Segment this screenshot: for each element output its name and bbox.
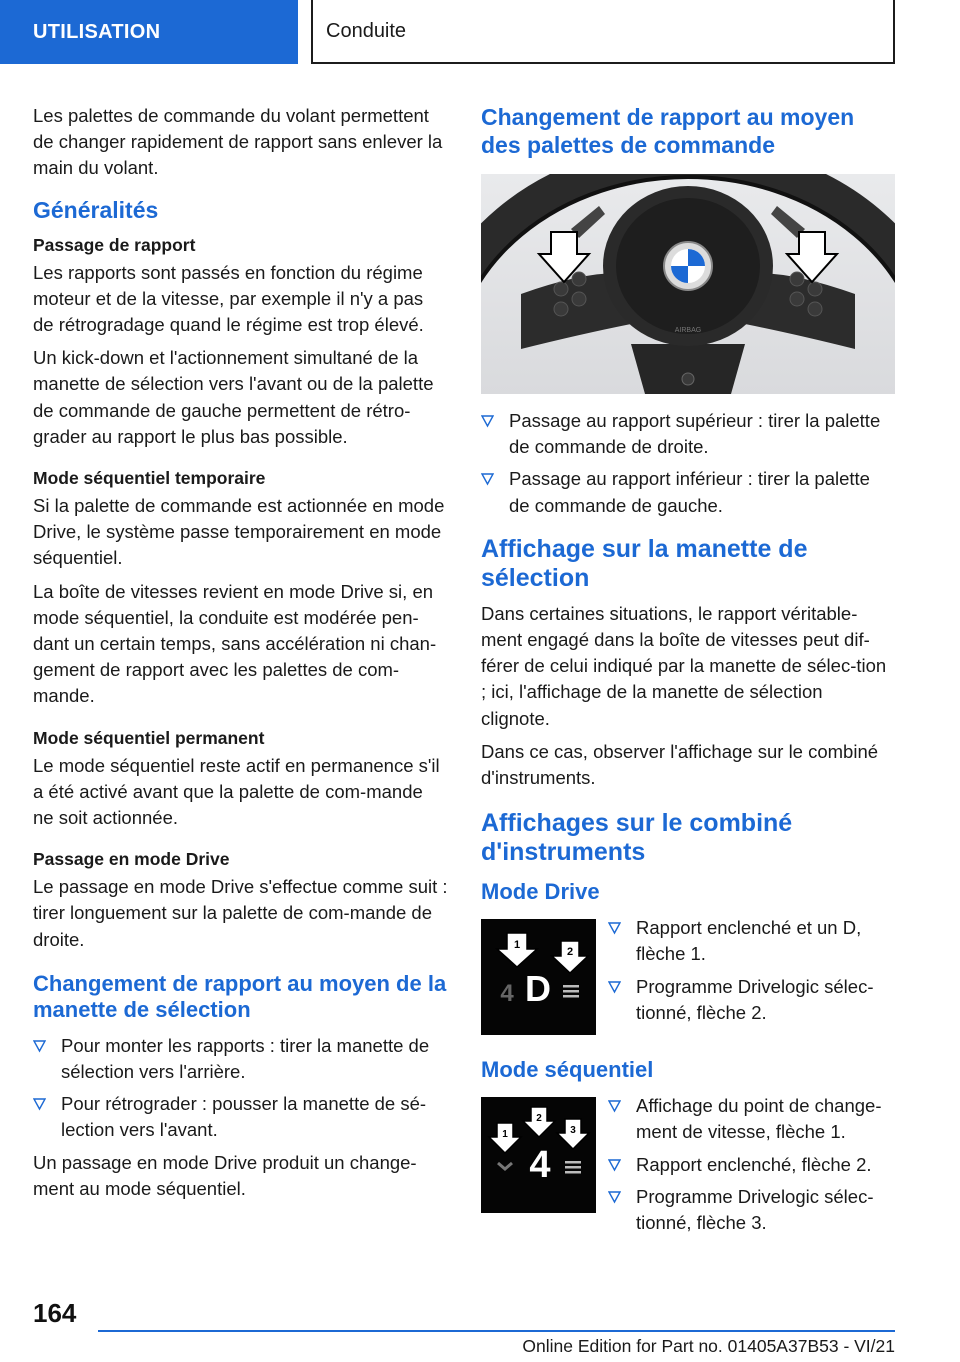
list-item: Pour rétrograder : pousser la manette de sé-lection vers l'avant. (33, 1091, 448, 1143)
footer-edition: Online Edition for Part no. 01405A37B53 - VI/21 (522, 1336, 895, 1356)
heading-selector-lever: Changement de rapport au moyen de la manette de sélection (33, 970, 447, 1022)
triangle-bullet-icon (481, 415, 494, 428)
triangle-bullet-icon (33, 1098, 46, 1111)
heading-selector-display: Affichage sur la manette de sélection (481, 534, 808, 592)
svg-text:1: 1 (502, 1129, 508, 1141)
sequential-mode-list (608, 1093, 895, 1242)
svg-text:2: 2 (566, 946, 574, 959)
intro-paragraph: Les palettes de commande du volant permettent de changer rapidement de rapport sans enlever la main du volant. (33, 105, 443, 179)
heading-paddles: Changement de rapport au moyen des palettes de commande (481, 104, 855, 158)
list-item: Affichage du point de change-ment de vitesse, flèche 1. (608, 1093, 895, 1145)
subheading-temporary-sequential: Mode séquentiel temporaire (33, 468, 266, 489)
paragraph: Un passage en mode Drive produit un change-ment au mode séquentiel. (33, 1151, 417, 1199)
bullet-list (481, 408, 895, 519)
svg-text:3: 3 (570, 1125, 576, 1137)
heading-general: Généralités (33, 196, 159, 223)
svg-text:1: 1 (513, 939, 521, 952)
triangle-bullet-icon (608, 922, 621, 935)
drive-mode-display-image (481, 919, 596, 1035)
heading-sequential-mode: Mode séquentiel (481, 1057, 654, 1083)
paragraph: La boîte de vitesses revient en mode Drive si, en mode séquentiel, la conduite est modérée pen-dant un certain temps, sans accélération ni chan-gement de rapport avec les palettes de com-mande. (33, 580, 437, 707)
paragraph: Le mode séquentiel reste actif en permanence s'il a été activé avant que la palette de com-mande ne soit actionnée. (33, 754, 440, 829)
sequential-mode-row (481, 1095, 895, 1234)
left-column (33, 103, 448, 1209)
paragraph: Si la palette de commande est actionnée en mode Drive, le système passe temporairement en mode séquentiel. (33, 495, 445, 569)
airbag-label: AIRBAG (674, 327, 702, 334)
drive-mode-list (608, 915, 895, 1032)
heading-drive-mode: Mode Drive (481, 879, 600, 905)
paragraph: Dans certaines situations, le rapport véritable-ment engagé dans la boîte de vitesses peut dif-férer de celui indiqué par la manette de sélec-tion ; ici, l'affichage de la manette de sélection clignote. (481, 602, 887, 729)
chapter-header (311, 0, 895, 64)
paragraph: Les rapports sont passés en fonction du régime moteur et de la vitesse, par exemple il n'y a pas de rétrogradage quand le régime est trop élevé. (33, 261, 424, 336)
list-item: Programme Drivelogic sélec-tionné, flèche 2. (608, 974, 895, 1026)
triangle-bullet-icon (608, 981, 621, 994)
svg-text:2: 2 (536, 1113, 542, 1125)
paragraph: Le passage en mode Drive s'effectue comme suit : tirer longuement sur la palette de com-mande de droite. (33, 876, 448, 950)
steering-wheel-image (481, 174, 895, 394)
list-item: Rapport enclenché et un D, flèche 1. (608, 915, 895, 967)
list-item: Programme Drivelogic sélec-tionné, flèche 3. (608, 1184, 895, 1236)
drive-mode-illustration (481, 919, 596, 1035)
subheading-drive-mode: Passage en mode Drive (33, 849, 230, 870)
paragraph: Un kick-down et l'actionnement simultané de la manette de sélection vers l'avant ou de la palette de commande de gauche permettent de rétro-grader au rapport le plus bas possible. (33, 347, 434, 447)
list-item: Rapport enclenché, flèche 2. (608, 1152, 895, 1178)
svg-text:4: 4 (500, 980, 514, 1008)
right-column (481, 103, 895, 1234)
triangle-bullet-icon (33, 1040, 46, 1053)
section-tab[interactable]: UTILISATION (0, 0, 298, 64)
triangle-bullet-icon (481, 473, 494, 486)
steering-wheel-illustration (481, 174, 895, 394)
footer-divider (98, 1330, 895, 1332)
svg-text:D: D (525, 968, 551, 1010)
heading-instrument-cluster: Affichages sur le combiné d'instruments (481, 809, 793, 867)
subheading-gear-change: Passage de rapport (33, 234, 196, 255)
page-number: 164 (33, 1298, 77, 1328)
list-item: Pour monter les rapports : tirer la manette de sélection vers l'arrière. (33, 1033, 448, 1085)
subheading-permanent-sequential: Mode séquentiel permanent (33, 727, 265, 748)
paragraph: Dans ce cas, observer l'affichage sur le combiné d'instruments. (481, 740, 879, 789)
chapter-title: Conduite (326, 20, 407, 42)
drive-mode-row (481, 919, 895, 1035)
triangle-bullet-icon (608, 1100, 621, 1113)
list-item: Passage au rapport inférieur : tirer la palette de commande de gauche. (481, 466, 895, 518)
bullet-list (33, 1033, 448, 1144)
sequential-mode-display-image (481, 1097, 596, 1213)
list-item: Passage au rapport supérieur : tirer la palette de commande de droite. (481, 408, 895, 460)
svg-text:4: 4 (529, 1144, 551, 1187)
triangle-bullet-icon (608, 1191, 621, 1204)
triangle-bullet-icon (608, 1159, 621, 1172)
sequential-mode-illustration (481, 1097, 596, 1213)
